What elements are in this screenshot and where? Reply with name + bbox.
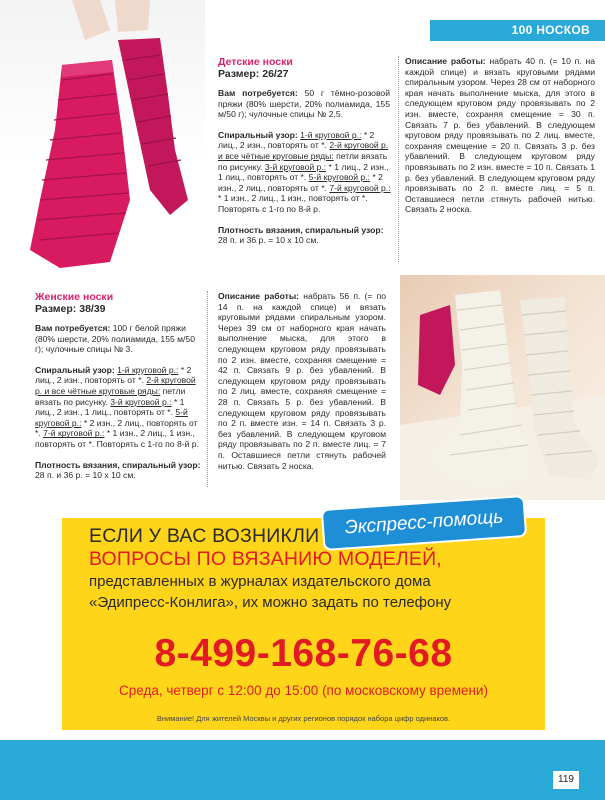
kids-work-text: Описание работы: набрать 40 п. (= 10 п. на каждой спице) и вязать круговыми рядами спиральным узором. Через 28 см от наборного края начать выполнение мыска, для этого в следующем круговом ряду провязывать по 2 изн. вместе, сохраняя смещение = 30 п. Связать 7 р. без убавлений. В следующем круговом ряду провязывать по 2 лиц. вместе, сохраняя смещение = 20 п. Связать 3 р. без убавлений. В следующем круговом ряду провязывать по 2 изн. вместе = 10 п. Связать 1 р. без убавлений. В следующем круговом ряду провязывать по 2 п. вместе лиц. = 5 п. Оставшиеся петли стянуть рабочей нитью. Связать 2 носка. <box>405 56 596 215</box>
footer-band <box>0 740 605 800</box>
kids-work-column <box>405 56 595 215</box>
women-gauge: Плотность вязания, спиральный узор: 28 п. и 36 р. = 10 х 10 см. <box>35 459 201 481</box>
photo-pink-socks <box>0 0 205 275</box>
kids-column <box>218 56 399 262</box>
women-work-column <box>218 291 386 471</box>
ad-note: Внимание! Для жителей Москвы и других регионов порядок набора цифр одинаков. <box>156 714 451 723</box>
ad-phone-number[interactable]: 8-499-168-76-68 <box>154 632 453 675</box>
section-badge: 100 НОСКОВ <box>511 23 590 37</box>
ad-line-4: «Эдипресс-Конлига», их можно задать по телефону <box>89 594 452 611</box>
ad-line-2: ВОПРОСЫ ПО ВЯЗАНИЮ МОДЕЛЕЙ, <box>89 548 442 570</box>
ad-express-badge: Экспресс-помощь <box>321 495 527 551</box>
ad-line-3: представленных в журналах издательского дома <box>89 573 431 590</box>
page-number: 119 <box>553 771 579 789</box>
kids-pattern: Спиральный узор: 1-й круговой р.: * 2 лиц., 2 изн., повторять от *. 2-й круговой р. и все чётные круговые ряды: петли вязать по рисунку. 3-й круговой р.: * 1 лиц., 2 изн., 1 лиц., повторять от *. 5-й круговой р.: * 2 изн., 2 лиц., повторять от *. 7-й круговой р.: * 1 изн., 2 лиц., 1 изн., повторять от *. Повторять с 1-го по 8-й р. <box>218 129 391 214</box>
women-work-text: Описание работы: набрать 56 п. (= по 14 п. на каждой спице) и вязать круговыми рядами спиральным узором. Через 39 см от наборного края начать выполнение мыска, для этого в следующем круговом ряду провязывать по 2 изн. вместе, сохраняя смещение = 42 п. Связать 9 р. без убавлений. В следующем круговом ряду провязывать по 2 лиц. вместе, сохраняя смещение = 28 п. Связать 5 р. без убавлений. В следующем круговом ряду провязывать по 2 п. вместе изн. = 14 п. Связать 3 р. без убавлений. В следующем круговом ряду провязывать по 2 п. вместе лиц. = 7 п. Оставшиеся петли стянуть рабочей нитью. Связать 2 носка. <box>218 291 387 471</box>
ad-hours: Среда, четверг с 12:00 до 15:00 (по московскому времени) <box>119 683 488 698</box>
women-size: Размер: 38/39 <box>35 303 106 315</box>
women-materials: Вам потребуется: 100 г белой пряжи (80% шерсти, 20% полиамида, 155 м/50 г); чулочные спицы № 3. <box>35 323 195 355</box>
kids-title: Детские носки <box>218 56 293 68</box>
kids-materials: Вам потребуется: 50 г тёмно-розовой пряжи (80% шерсти, 20% полиамида, 155 м/50 г); чулочные спицы № 2,5. <box>218 88 390 120</box>
women-title: Женские носки <box>35 291 114 303</box>
kids-gauge: Плотность вязания, спиральный узор: 28 п. и 36 р. = 10 х 10 см. <box>218 224 384 246</box>
photo-white-socks <box>400 275 605 500</box>
ad-line-1: ЕСЛИ У ВАС ВОЗНИКЛИ <box>89 525 320 547</box>
women-pattern: Спиральный узор: 1-й круговой р.: * 2 лиц., 2 изн., повторять от *. 2-й круговой р. и все чётные круговые ряды: петли вязать по рисунку. 3-й круговой р.: * 1 лиц., 2 изн., 1 лиц., повторять от *. 5-й круговой р.: * 2 изн., 2 лиц., повторять от *. 7-й круговой р.: * 1 изн., 2 лиц., 1 изн., повторять от *. Повторять с 1-го по 8-й р. <box>35 364 199 449</box>
women-column <box>35 291 208 487</box>
kids-size: Размер: 26/27 <box>218 68 289 80</box>
